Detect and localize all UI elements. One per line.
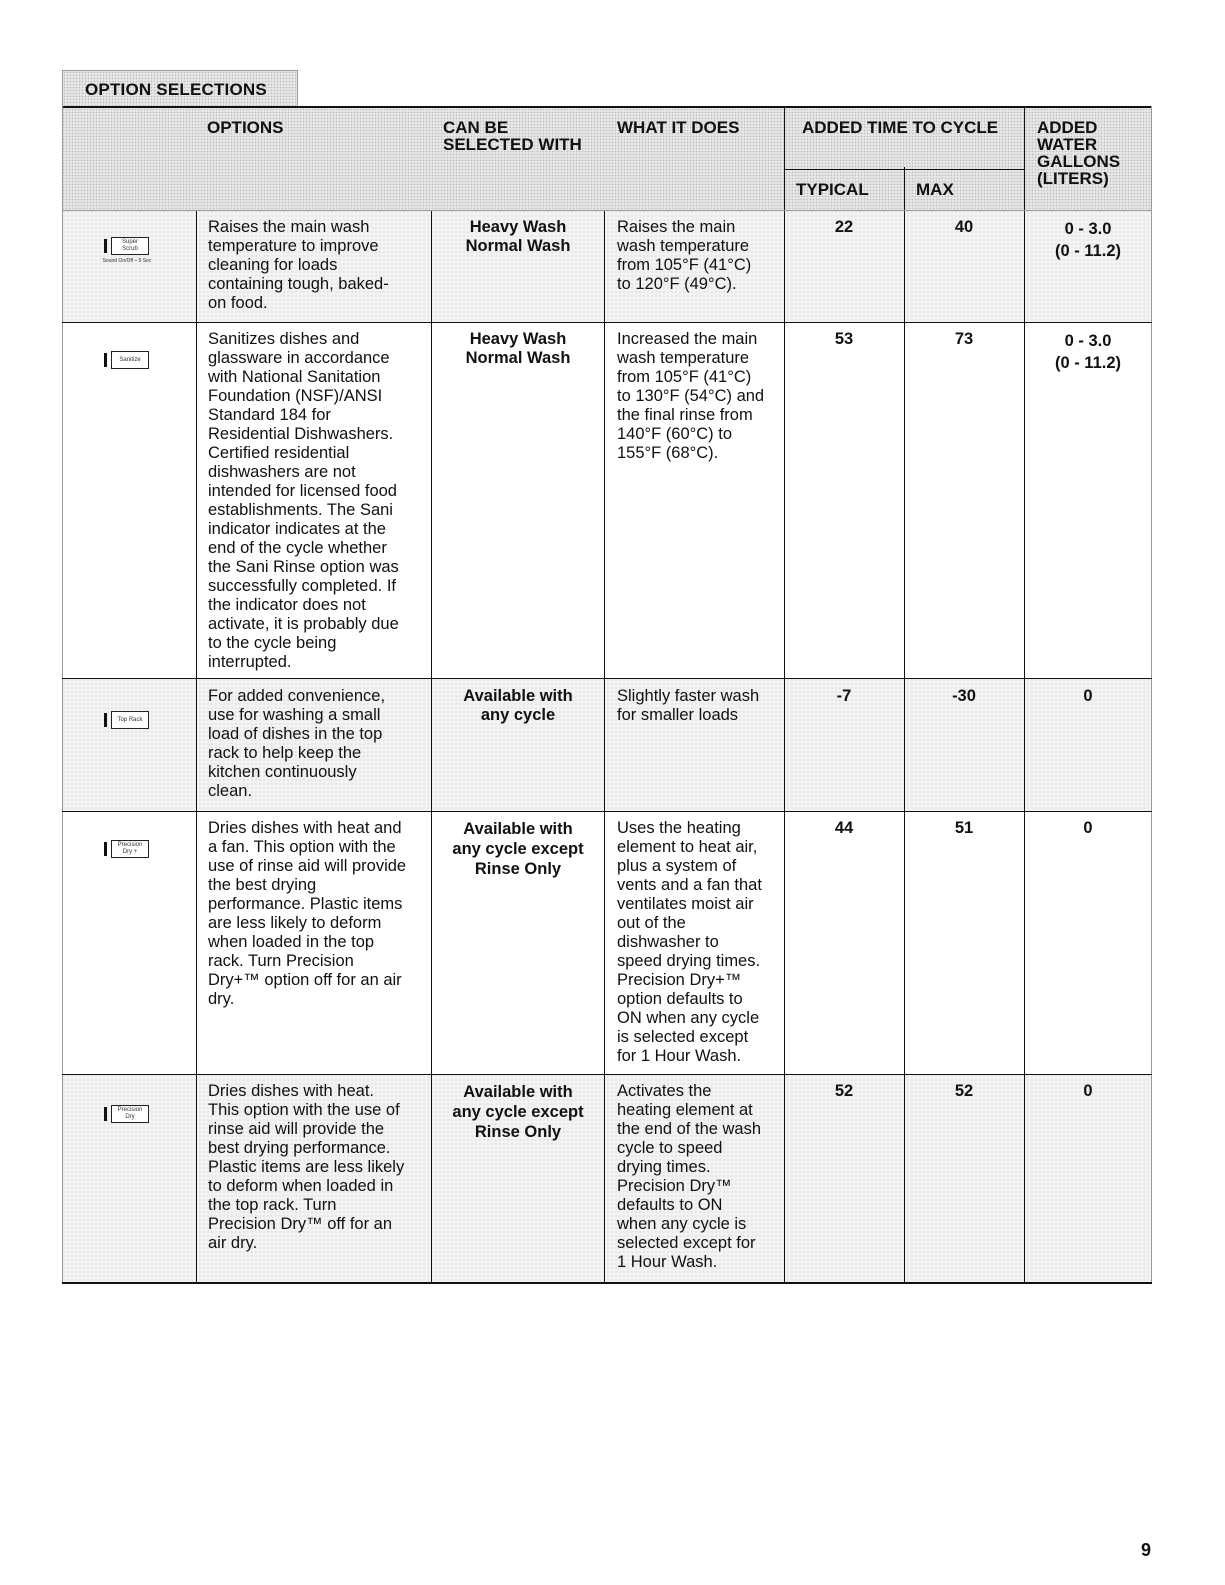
section-tab-label: OPTION SELECTIONS	[85, 80, 267, 99]
header-can-be-selected-with: CAN BE SELECTED WITH	[443, 118, 582, 154]
added-time-typical: 53	[834, 330, 854, 348]
header-added-time: ADDED TIME TO CYCLE	[802, 118, 999, 137]
added-time-typical: 22	[834, 218, 854, 236]
row-divider	[62, 210, 1152, 211]
selected-with: Available with any cycle	[463, 687, 573, 724]
header-what-it-does: WHAT IT DOES	[617, 118, 740, 137]
added-water: 0 - 3.0 (0 - 11.2)	[1054, 220, 1122, 260]
row-divider	[62, 1074, 1152, 1075]
added-time-max: 73	[954, 330, 974, 348]
row-divider	[62, 811, 1152, 812]
icon-label: Precision Dry +	[111, 840, 149, 858]
header-added-water: ADDED WATER GALLONS (LITERS)	[1037, 118, 1121, 188]
added-time-typical: 52	[834, 1082, 854, 1100]
table-row	[62, 322, 1152, 678]
added-time-max: 51	[954, 819, 974, 837]
table-row	[62, 678, 1152, 811]
icon-label: Sanitize	[111, 351, 149, 369]
column-divider	[784, 106, 785, 1283]
page-number: 9	[1140, 1540, 1151, 1560]
header-options: OPTIONS	[207, 118, 284, 137]
option-description: For added convenience, use for washing a small load of dishes in the top rack to help keep the kitchen continuously clean.	[208, 687, 386, 800]
section-tab	[62, 70, 298, 106]
icon-label: Precision Dry	[111, 1105, 149, 1123]
added-time-max: 40	[954, 218, 974, 236]
option-description: Dries dishes with heat and a fan. This option with the use of rinse aid will provide the best drying performance. Plastic items are less likely to deform when loaded in the top rack. Turn Precision Dry+™ option off for an air dry.	[208, 819, 407, 1008]
precision-dry-plus-button-icon	[104, 840, 150, 858]
option-description: Sanitizes dishes and glassware in accordance with National Sanitation Foundation (NSF)/ANSI Standard 184 for Residential Dishwashers. Certified residential dishwashers are not intended for licensed food establishments. The Sani indicator indicates at the end of the cycle whether the Sani Rinse option was successfully completed. If the indicator does not activate, it is probably due to the cycle being interrupted.	[208, 330, 399, 671]
added-time-max: 52	[954, 1082, 974, 1100]
column-divider	[196, 210, 197, 1283]
option-description: Dries dishes with heat. This option with the use of rinse aid will provide the best drying performance. Plastic items are less likely to deform when loaded in the top rack. Turn Precision Dry™ off for an air dry.	[208, 1082, 405, 1252]
what-it-does: Increased the main wash temperature from 105°F (41°C) to 130°F (54°C) and the final rinse from 140°F (60°C) to 155°F (68°C).	[617, 330, 765, 462]
added-time-typical: -7	[836, 687, 852, 705]
table-right-edge	[1151, 106, 1152, 1283]
icon-label: Top Rack	[111, 711, 149, 729]
column-divider	[1024, 106, 1025, 1283]
row-divider	[62, 322, 1152, 323]
table-left-edge	[62, 106, 63, 1283]
added-water: 0	[1083, 819, 1093, 837]
header-typical: TYPICAL	[796, 180, 869, 199]
selected-with: Available with any cycle except Rinse Only	[452, 1083, 584, 1141]
what-it-does: Slightly faster wash for smaller loads	[617, 687, 760, 724]
icon-sublabel: Sound On/Off – 5 Sec	[102, 258, 152, 264]
column-divider	[904, 167, 905, 1283]
what-it-does: Activates the heating element at the end of the wash cycle to speed drying times. Precision Dry™ defaults to ON when any cycle is selected except for 1 Hour Wash.	[617, 1082, 762, 1271]
sanitize-button-icon	[104, 351, 150, 369]
what-it-does: Uses the heating element to heat air, plus a system of vents and a fan that ventilates moist air out of the dishwasher to speed drying times. Precision Dry+™ option defaults to ON when any cycle is selected except for 1 Hour Wash.	[617, 819, 762, 1065]
icon-label: Super Scrub	[111, 237, 149, 255]
table-row	[62, 1074, 1152, 1283]
selected-with: Heavy Wash Normal Wash	[465, 218, 571, 255]
top-rack-button-icon	[104, 711, 150, 729]
what-it-does: Raises the main wash temperature from 105°F (41°C) to 120°F (49°C).	[617, 218, 752, 293]
added-water: 0	[1083, 1082, 1093, 1100]
selected-with: Heavy Wash Normal Wash	[465, 330, 571, 367]
header-max: MAX	[916, 180, 954, 199]
added-time-typical: 44	[834, 819, 854, 837]
table-header	[62, 106, 1152, 210]
table-row	[62, 811, 1152, 1074]
selected-with: Available with any cycle except Rinse Only	[452, 820, 584, 878]
column-divider	[431, 210, 432, 1283]
column-divider	[604, 210, 605, 1283]
precision-dry-button-icon	[104, 1105, 150, 1123]
super-scrub-button-icon	[102, 237, 152, 264]
row-divider	[62, 678, 1152, 679]
option-description: Raises the main wash temperature to improve cleaning for loads containing tough, baked- on food.	[208, 218, 389, 312]
added-water: 0	[1083, 687, 1093, 705]
added-time-max: -30	[952, 687, 976, 705]
table-row	[62, 210, 1152, 322]
table-bottom-rule	[62, 1282, 1152, 1284]
added-water: 0 - 3.0 (0 - 11.2)	[1054, 332, 1122, 372]
